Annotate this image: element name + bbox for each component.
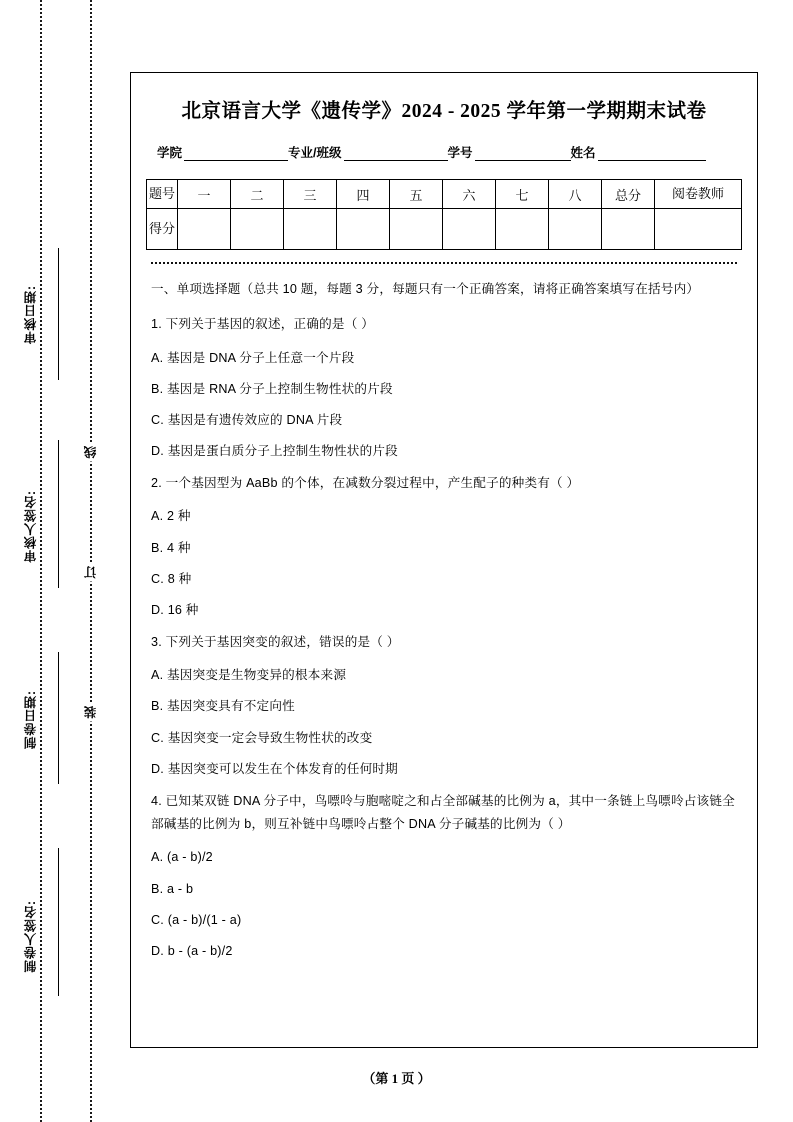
table-row-question-numbers xyxy=(147,180,742,209)
question-2 xyxy=(151,472,737,620)
question-4-option-b[interactable]: B. a - b xyxy=(151,881,194,896)
score-col-5: 五 xyxy=(390,180,443,209)
page-number-footer: （第 1 页 ） xyxy=(362,1071,431,1086)
table-row-scores xyxy=(147,209,742,250)
exam-paper-box xyxy=(130,72,758,1048)
question-1-option-a[interactable]: A. 基因是 DNA 分子上任意一个片段 xyxy=(151,350,355,365)
question-3-option-d[interactable]: D. 基因突变可以发生在个体发育的任何时期 xyxy=(151,761,398,776)
score-table-row-label-qnum: 题号 xyxy=(147,180,178,209)
score-cell-6[interactable] xyxy=(443,209,496,250)
seam-char-pack: 装 xyxy=(82,703,100,722)
score-cell-4[interactable] xyxy=(337,209,390,250)
field-major-class-label: 专业/班级 xyxy=(288,146,342,160)
score-col-grader: 阅卷教师 xyxy=(655,180,742,209)
score-cell-grader[interactable] xyxy=(655,209,742,250)
section-heading-multiple-choice: 一、单项选择题（总共 10 题，每题 3 分，每题只有一个正确答案，请将正确答案填写在括号内） xyxy=(151,282,700,296)
question-4-option-a[interactable]: A. (a - b)/2 xyxy=(151,850,213,865)
question-3 xyxy=(151,631,737,779)
seam-char-bind: 订 xyxy=(82,563,100,582)
score-col-3: 三 xyxy=(284,180,337,209)
reviewer-signature-label: 审核人签名: xyxy=(24,490,38,563)
score-col-1: 一 xyxy=(178,180,231,209)
seam-char-line: 线 xyxy=(82,443,100,462)
score-col-8: 八 xyxy=(549,180,602,209)
student-identity-row xyxy=(157,143,735,161)
field-major-class xyxy=(288,143,447,161)
paper-maker-date-label: 制卷日期: xyxy=(24,690,38,750)
question-3-option-b[interactable]: B. 基因突变具有不定向性 xyxy=(151,699,295,714)
field-student-id-label: 学号 xyxy=(447,146,473,160)
score-table-row-label-score: 得分 xyxy=(147,209,178,250)
score-col-4: 四 xyxy=(337,180,390,209)
question-4-option-d[interactable]: D. b - (a - b)/2 xyxy=(151,943,233,958)
question-2-option-d[interactable]: D. 16 种 xyxy=(151,602,199,617)
question-2-option-a[interactable]: A. 2 种 xyxy=(151,509,191,524)
field-name-blank[interactable] xyxy=(598,147,706,161)
score-cell-2[interactable] xyxy=(231,209,284,250)
question-body xyxy=(151,278,737,961)
paper-maker-date-rule xyxy=(58,652,59,784)
question-1-option-d[interactable]: D. 基因是蛋白质分子上控制生物性状的片段 xyxy=(151,444,398,459)
paper-maker-signature-label: 制卷人签名: xyxy=(24,900,38,973)
question-2-option-b[interactable]: B. 4 种 xyxy=(151,540,191,555)
question-4 xyxy=(151,790,737,961)
question-1-option-b[interactable]: B. 基因是 RNA 分子上控制生物性状的片段 xyxy=(151,381,393,396)
question-2-option-c[interactable]: C. 8 种 xyxy=(151,571,192,586)
question-3-option-a[interactable]: A. 基因突变是生物变异的根本来源 xyxy=(151,668,347,683)
score-cell-total[interactable] xyxy=(602,209,655,250)
field-student-id xyxy=(448,143,571,161)
score-cell-8[interactable] xyxy=(549,209,602,250)
question-1 xyxy=(151,313,737,461)
score-cell-3[interactable] xyxy=(284,209,337,250)
review-date-label: 审核日期: xyxy=(24,285,38,345)
seam-dotted-line-outer xyxy=(40,0,42,1122)
score-cell-5[interactable] xyxy=(390,209,443,250)
question-1-option-c[interactable]: C. 基因是有遗传效应的 DNA 片段 xyxy=(151,412,343,427)
reviewer-signature-rule xyxy=(58,440,59,588)
question-4-stem: 4. 已知某双链 DNA 分子中，鸟嘌呤与胞嘧啶之和占全部碱基的比例为 a，其中一条链上鸟嘌呤占该链全部碱基的比例为 b，则互补链中鸟嘌呤占整个 DNA 分子碱基的比例为（ ） xyxy=(151,793,735,832)
question-2-stem: 2. 一个基因型为 AaBb 的个体，在减数分裂过程中，产生配子的种类有（ ） xyxy=(151,476,580,491)
field-student-id-blank[interactable] xyxy=(475,147,571,161)
section-divider xyxy=(151,262,737,264)
field-name-label: 姓名 xyxy=(570,146,596,160)
score-col-6: 六 xyxy=(443,180,496,209)
paper-maker-signature-rule xyxy=(58,848,59,996)
score-col-total: 总分 xyxy=(602,180,655,209)
seam-dotted-line-inner xyxy=(90,0,92,1122)
field-college-blank[interactable] xyxy=(184,147,288,161)
field-college-label: 学院 xyxy=(157,146,183,160)
review-date-rule xyxy=(58,248,59,380)
field-name xyxy=(571,143,706,161)
page-title: 北京语言大学《遗传学》2024 - 2025 学年第一学期期末试卷 xyxy=(181,101,707,122)
field-major-class-blank[interactable] xyxy=(344,147,448,161)
question-3-option-c[interactable]: C. 基因突变一定会导致生物性状的改变 xyxy=(151,730,373,745)
question-4-option-c[interactable]: C. (a - b)/(1 - a) xyxy=(151,912,242,927)
score-cell-7[interactable] xyxy=(496,209,549,250)
question-3-stem: 3. 下列关于基因突变的叙述，错误的是（ ） xyxy=(151,635,400,650)
score-col-7: 七 xyxy=(496,180,549,209)
question-1-stem: 1. 下列关于基因的叙述，正确的是（ ） xyxy=(151,317,375,332)
score-cell-1[interactable] xyxy=(178,209,231,250)
score-col-2: 二 xyxy=(231,180,284,209)
left-margin-annotations xyxy=(0,0,128,1122)
field-college xyxy=(157,143,288,161)
score-table xyxy=(146,179,742,250)
